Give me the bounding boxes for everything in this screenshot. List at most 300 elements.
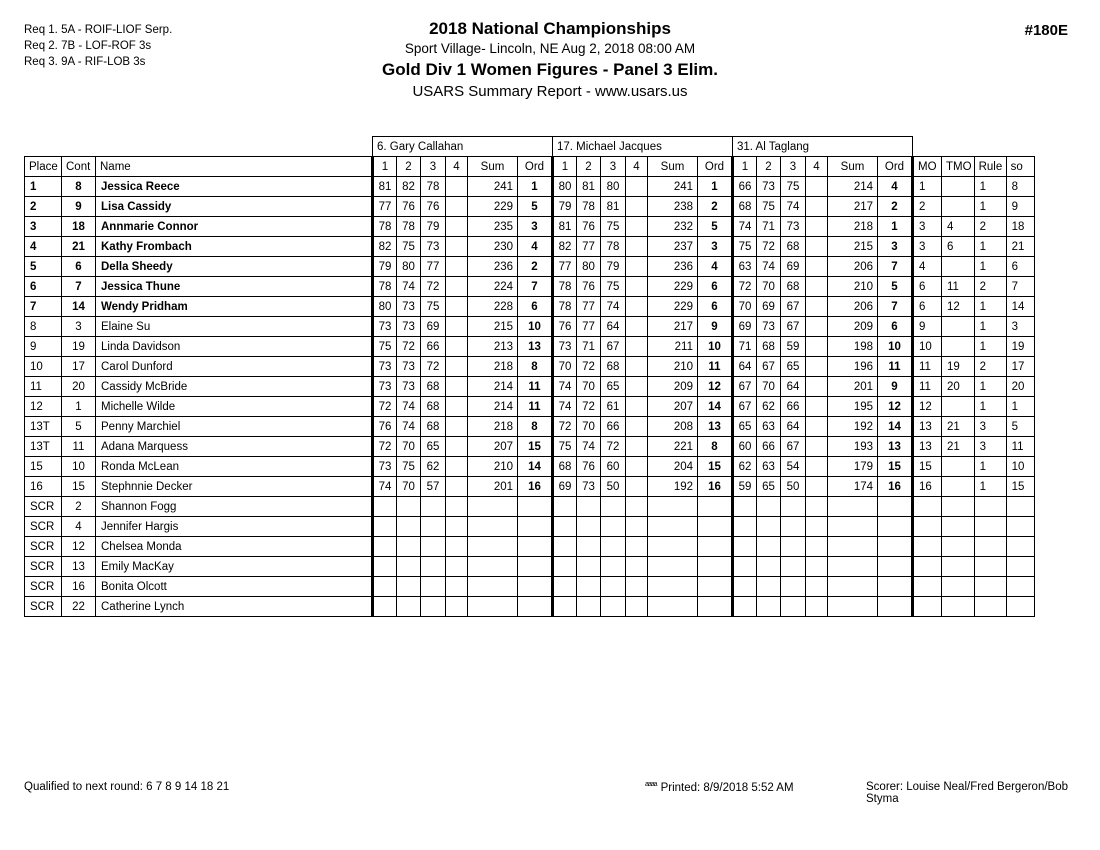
- score-cell: [397, 557, 421, 577]
- score-cell: [806, 577, 828, 597]
- ord-cell: [518, 557, 553, 577]
- ord-cell: 7: [518, 277, 553, 297]
- skater-name-cell: Linda Davidson: [96, 337, 373, 357]
- score-cell: 68: [601, 357, 626, 377]
- score-cell: [626, 537, 648, 557]
- score-cell: [806, 217, 828, 237]
- result-row: [25, 457, 1035, 477]
- score-cell: [446, 437, 468, 457]
- score-cell: 75: [373, 337, 397, 357]
- place-cell: 1: [25, 177, 62, 197]
- sum-cell: [468, 557, 518, 577]
- tmo-cell: [942, 337, 975, 357]
- skater-name-cell: Emily MacKay: [96, 557, 373, 577]
- so-cell: [1006, 517, 1034, 537]
- ord-cell: 11: [698, 357, 733, 377]
- score-cell: [757, 557, 781, 577]
- column-header-cell: 1: [733, 157, 757, 177]
- ord-cell: 7: [878, 257, 913, 277]
- rule-cell: 3: [974, 417, 1006, 437]
- result-row: [25, 237, 1035, 257]
- sum-cell: 214: [468, 377, 518, 397]
- so-cell: [1006, 597, 1034, 617]
- result-row: [25, 537, 1035, 557]
- place-cell: 12: [25, 397, 62, 417]
- tmo-cell: [942, 257, 975, 277]
- score-cell: [421, 537, 446, 557]
- place-cell: 7: [25, 297, 62, 317]
- score-cell: 59: [733, 477, 757, 497]
- rule-cell: [974, 557, 1006, 577]
- sum-cell: 237: [648, 237, 698, 257]
- column-header-cell: Name: [96, 157, 373, 177]
- rule-cell: 3: [974, 437, 1006, 457]
- mo-cell: 6: [913, 277, 942, 297]
- mo-cell: 15: [913, 457, 942, 477]
- contestant-number-cell: 19: [62, 337, 96, 357]
- ord-cell: 6: [518, 297, 553, 317]
- mo-cell: [913, 517, 942, 537]
- place-cell: SCR: [25, 517, 62, 537]
- score-cell: 76: [577, 457, 601, 477]
- column-header-cell: Sum: [648, 157, 698, 177]
- sum-cell: [648, 497, 698, 517]
- ord-cell: 7: [878, 297, 913, 317]
- so-cell: 18: [1006, 217, 1034, 237]
- score-cell: 76: [397, 197, 421, 217]
- rule-cell: 1: [974, 297, 1006, 317]
- mo-cell: 4: [913, 257, 942, 277]
- sum-cell: 201: [828, 377, 878, 397]
- rule-cell: 1: [974, 237, 1006, 257]
- place-cell: 10: [25, 357, 62, 377]
- ord-cell: 8: [518, 417, 553, 437]
- sum-cell: 217: [648, 317, 698, 337]
- score-cell: 80: [601, 177, 626, 197]
- score-cell: 70: [733, 297, 757, 317]
- mo-cell: 2: [913, 197, 942, 217]
- print-marks: aaaa: [645, 781, 657, 788]
- skater-name-cell: Catherine Lynch: [96, 597, 373, 617]
- score-cell: [373, 597, 397, 617]
- mo-cell: [913, 577, 942, 597]
- score-cell: 68: [553, 457, 577, 477]
- column-header-cell: TMO: [942, 157, 975, 177]
- sum-cell: 218: [468, 357, 518, 377]
- score-cell: 77: [577, 237, 601, 257]
- score-cell: 69: [757, 297, 781, 317]
- score-cell: [446, 237, 468, 257]
- score-cell: [601, 577, 626, 597]
- so-cell: 5: [1006, 417, 1034, 437]
- sum-cell: 213: [468, 337, 518, 357]
- ord-cell: [698, 497, 733, 517]
- score-cell: 78: [421, 177, 446, 197]
- printed-line: [645, 781, 794, 794]
- result-row: [25, 297, 1035, 317]
- score-cell: 66: [757, 437, 781, 457]
- result-row: [25, 377, 1035, 397]
- ord-cell: 8: [518, 357, 553, 377]
- so-cell: 3: [1006, 317, 1034, 337]
- ord-cell: [698, 517, 733, 537]
- score-cell: 73: [397, 377, 421, 397]
- ord-cell: 12: [698, 377, 733, 397]
- judge-header-row: [25, 137, 1035, 157]
- rule-cell: 2: [974, 217, 1006, 237]
- score-cell: 67: [733, 377, 757, 397]
- ord-cell: 16: [518, 477, 553, 497]
- score-cell: 73: [577, 477, 601, 497]
- contestant-number-cell: 7: [62, 277, 96, 297]
- skater-name-cell: Lisa Cassidy: [96, 197, 373, 217]
- place-cell: 13T: [25, 417, 62, 437]
- score-cell: [626, 257, 648, 277]
- score-cell: 73: [757, 317, 781, 337]
- score-cell: 69: [733, 317, 757, 337]
- score-cell: 72: [757, 237, 781, 257]
- score-cell: [781, 537, 806, 557]
- score-cell: [626, 297, 648, 317]
- so-cell: [1006, 557, 1034, 577]
- skater-name-cell: Annmarie Connor: [96, 217, 373, 237]
- judge-name-cell: 17. Michael Jacques: [553, 137, 733, 157]
- sum-cell: 206: [828, 257, 878, 277]
- tmo-cell: 12: [942, 297, 975, 317]
- result-row: [25, 257, 1035, 277]
- score-cell: 75: [757, 197, 781, 217]
- score-cell: [626, 517, 648, 537]
- score-cell: 76: [553, 317, 577, 337]
- so-cell: [1006, 577, 1034, 597]
- score-cell: [626, 497, 648, 517]
- tmo-cell: [942, 517, 975, 537]
- skater-name-cell: Stephnnie Decker: [96, 477, 373, 497]
- score-cell: [806, 277, 828, 297]
- score-cell: [446, 457, 468, 477]
- so-cell: 6: [1006, 257, 1034, 277]
- place-cell: SCR: [25, 537, 62, 557]
- score-cell: 79: [601, 257, 626, 277]
- score-cell: 73: [781, 217, 806, 237]
- score-cell: [733, 537, 757, 557]
- ord-cell: 6: [878, 317, 913, 337]
- rule-cell: 1: [974, 397, 1006, 417]
- score-cell: 70: [397, 437, 421, 457]
- score-cell: [733, 497, 757, 517]
- report-header: [0, 18, 1100, 103]
- score-cell: 73: [373, 377, 397, 397]
- score-cell: [806, 597, 828, 617]
- ord-cell: 1: [878, 217, 913, 237]
- score-cell: 73: [397, 297, 421, 317]
- column-header-cell: 2: [397, 157, 421, 177]
- mo-cell: [913, 537, 942, 557]
- rule-cell: [974, 497, 1006, 517]
- score-cell: 74: [733, 217, 757, 237]
- ord-cell: 4: [878, 177, 913, 197]
- score-cell: [601, 497, 626, 517]
- score-cell: 67: [757, 357, 781, 377]
- mo-cell: 10: [913, 337, 942, 357]
- score-cell: [601, 517, 626, 537]
- score-cell: 74: [553, 377, 577, 397]
- tmo-cell: [942, 497, 975, 517]
- sum-cell: 209: [828, 317, 878, 337]
- score-cell: 60: [601, 457, 626, 477]
- score-cell: 75: [601, 277, 626, 297]
- score-cell: [446, 217, 468, 237]
- skater-name-cell: Elaine Su: [96, 317, 373, 337]
- score-cell: [397, 497, 421, 517]
- score-cell: [446, 477, 468, 497]
- score-cell: 73: [421, 237, 446, 257]
- sum-cell: [648, 537, 698, 557]
- score-cell: 63: [757, 457, 781, 477]
- mo-cell: 11: [913, 377, 942, 397]
- score-cell: [421, 557, 446, 577]
- sum-cell: 241: [468, 177, 518, 197]
- result-row: [25, 577, 1035, 597]
- score-cell: [733, 597, 757, 617]
- score-cell: 78: [373, 277, 397, 297]
- score-cell: 74: [373, 477, 397, 497]
- ord-cell: [518, 537, 553, 557]
- contestant-number-cell: 14: [62, 297, 96, 317]
- score-cell: 74: [397, 277, 421, 297]
- score-cell: [446, 377, 468, 397]
- sum-cell: [468, 517, 518, 537]
- score-cell: 68: [781, 277, 806, 297]
- sum-cell: 236: [468, 257, 518, 277]
- score-cell: 70: [757, 377, 781, 397]
- rule-cell: [974, 537, 1006, 557]
- score-cell: [626, 557, 648, 577]
- score-cell: [626, 457, 648, 477]
- sum-cell: [648, 597, 698, 617]
- score-cell: 63: [757, 417, 781, 437]
- skater-name-cell: Penny Marchiel: [96, 417, 373, 437]
- ord-cell: 5: [878, 277, 913, 297]
- score-cell: [446, 517, 468, 537]
- ord-cell: 14: [878, 417, 913, 437]
- score-cell: 81: [601, 197, 626, 217]
- score-cell: [421, 597, 446, 617]
- place-cell: 11: [25, 377, 62, 397]
- score-cell: 70: [553, 357, 577, 377]
- contestant-number-cell: 12: [62, 537, 96, 557]
- sum-cell: 211: [648, 337, 698, 357]
- rule-cell: 1: [974, 257, 1006, 277]
- score-cell: 60: [733, 437, 757, 457]
- score-cell: [781, 577, 806, 597]
- tmo-cell: [942, 477, 975, 497]
- score-cell: [626, 317, 648, 337]
- result-row: [25, 417, 1035, 437]
- rule-cell: 1: [974, 317, 1006, 337]
- score-cell: 72: [421, 277, 446, 297]
- mo-cell: 3: [913, 237, 942, 257]
- ord-cell: 9: [698, 317, 733, 337]
- skater-name-cell: Jennifer Hargis: [96, 517, 373, 537]
- skater-name-cell: Jessica Thune: [96, 277, 373, 297]
- ord-cell: 2: [518, 257, 553, 277]
- score-cell: [446, 277, 468, 297]
- mo-cell: 13: [913, 417, 942, 437]
- result-row: [25, 477, 1035, 497]
- rule-cell: 1: [974, 197, 1006, 217]
- tmo-cell: [942, 317, 975, 337]
- so-cell: 7: [1006, 277, 1034, 297]
- score-cell: [626, 577, 648, 597]
- column-header-cell: Ord: [878, 157, 913, 177]
- score-cell: [553, 557, 577, 577]
- ord-cell: 10: [698, 337, 733, 357]
- ord-cell: [698, 557, 733, 577]
- so-cell: 17: [1006, 357, 1034, 377]
- score-cell: [446, 537, 468, 557]
- score-cell: 74: [781, 197, 806, 217]
- score-cell: [626, 357, 648, 377]
- score-cell: 64: [781, 377, 806, 397]
- place-cell: 5: [25, 257, 62, 277]
- place-cell: SCR: [25, 597, 62, 617]
- header-spacer-right: [913, 137, 1035, 157]
- so-cell: 15: [1006, 477, 1034, 497]
- score-cell: [553, 517, 577, 537]
- score-cell: 75: [601, 217, 626, 237]
- score-cell: 68: [733, 197, 757, 217]
- ord-cell: 3: [878, 237, 913, 257]
- score-cell: [553, 497, 577, 517]
- result-row: [25, 357, 1035, 377]
- score-cell: [601, 597, 626, 617]
- rule-cell: 1: [974, 177, 1006, 197]
- sum-cell: [828, 597, 878, 617]
- score-cell: 68: [757, 337, 781, 357]
- ord-cell: 16: [878, 477, 913, 497]
- score-cell: 74: [601, 297, 626, 317]
- ord-cell: [518, 497, 553, 517]
- skater-name-cell: Shannon Fogg: [96, 497, 373, 517]
- tmo-cell: [942, 397, 975, 417]
- so-cell: 11: [1006, 437, 1034, 457]
- result-row: [25, 337, 1035, 357]
- score-cell: 70: [397, 477, 421, 497]
- ord-cell: 2: [698, 197, 733, 217]
- tmo-cell: [942, 177, 975, 197]
- score-cell: 69: [421, 317, 446, 337]
- so-cell: 20: [1006, 377, 1034, 397]
- score-cell: [806, 517, 828, 537]
- score-cell: 81: [553, 217, 577, 237]
- score-cell: [806, 397, 828, 417]
- rule-cell: 1: [974, 477, 1006, 497]
- score-cell: [373, 557, 397, 577]
- score-cell: 74: [397, 417, 421, 437]
- ord-cell: 6: [698, 297, 733, 317]
- ord-cell: [878, 537, 913, 557]
- score-cell: 76: [577, 217, 601, 237]
- score-cell: 75: [421, 297, 446, 317]
- sum-cell: 224: [468, 277, 518, 297]
- rule-cell: [974, 517, 1006, 537]
- score-cell: 74: [577, 437, 601, 457]
- contestant-number-cell: 22: [62, 597, 96, 617]
- sum-cell: [648, 577, 698, 597]
- score-cell: [421, 577, 446, 597]
- score-cell: 77: [577, 317, 601, 337]
- sum-cell: 209: [648, 377, 698, 397]
- score-cell: 66: [421, 337, 446, 357]
- skater-name-cell: Wendy Pridham: [96, 297, 373, 317]
- score-cell: 74: [757, 257, 781, 277]
- score-cell: [446, 297, 468, 317]
- score-cell: 72: [577, 397, 601, 417]
- mo-cell: 11: [913, 357, 942, 377]
- sum-cell: 235: [468, 217, 518, 237]
- contestant-number-cell: 6: [62, 257, 96, 277]
- score-cell: [397, 597, 421, 617]
- column-header-cell: 1: [553, 157, 577, 177]
- tmo-cell: 21: [942, 437, 975, 457]
- score-cell: [806, 557, 828, 577]
- score-cell: [421, 517, 446, 537]
- mo-cell: 13: [913, 437, 942, 457]
- score-cell: 74: [397, 397, 421, 417]
- score-cell: 65: [757, 477, 781, 497]
- score-cell: [626, 277, 648, 297]
- score-cell: [781, 497, 806, 517]
- score-cell: 75: [733, 237, 757, 257]
- sum-cell: 210: [648, 357, 698, 377]
- score-cell: 74: [553, 397, 577, 417]
- result-row: [25, 317, 1035, 337]
- score-cell: 77: [553, 257, 577, 277]
- score-cell: 68: [781, 237, 806, 257]
- score-cell: [626, 477, 648, 497]
- contestant-number-cell: 15: [62, 477, 96, 497]
- column-header-cell: 2: [577, 157, 601, 177]
- place-cell: 2: [25, 197, 62, 217]
- rule-cell: 2: [974, 277, 1006, 297]
- skater-name-cell: Adana Marquess: [96, 437, 373, 457]
- score-cell: 62: [757, 397, 781, 417]
- column-header-cell: Cont: [62, 157, 96, 177]
- tmo-cell: [942, 537, 975, 557]
- score-cell: 71: [733, 337, 757, 357]
- championship-title: 2018 National Championships: [429, 19, 671, 38]
- column-header-cell: Sum: [468, 157, 518, 177]
- sum-cell: 192: [648, 477, 698, 497]
- so-cell: [1006, 537, 1034, 557]
- score-cell: [626, 237, 648, 257]
- result-row: [25, 397, 1035, 417]
- column-header-cell: 4: [806, 157, 828, 177]
- sum-cell: 193: [828, 437, 878, 457]
- sum-cell: 218: [468, 417, 518, 437]
- requirement-line-3: Req 3. 9A - RIF-LOB 3s: [24, 56, 146, 68]
- tmo-cell: 11: [942, 277, 975, 297]
- rule-cell: 1: [974, 457, 1006, 477]
- ord-cell: 11: [518, 377, 553, 397]
- score-cell: [757, 517, 781, 537]
- score-cell: [626, 417, 648, 437]
- column-header-cell: Sum: [828, 157, 878, 177]
- score-cell: [397, 517, 421, 537]
- sum-cell: 208: [648, 417, 698, 437]
- column-header-cell: 3: [781, 157, 806, 177]
